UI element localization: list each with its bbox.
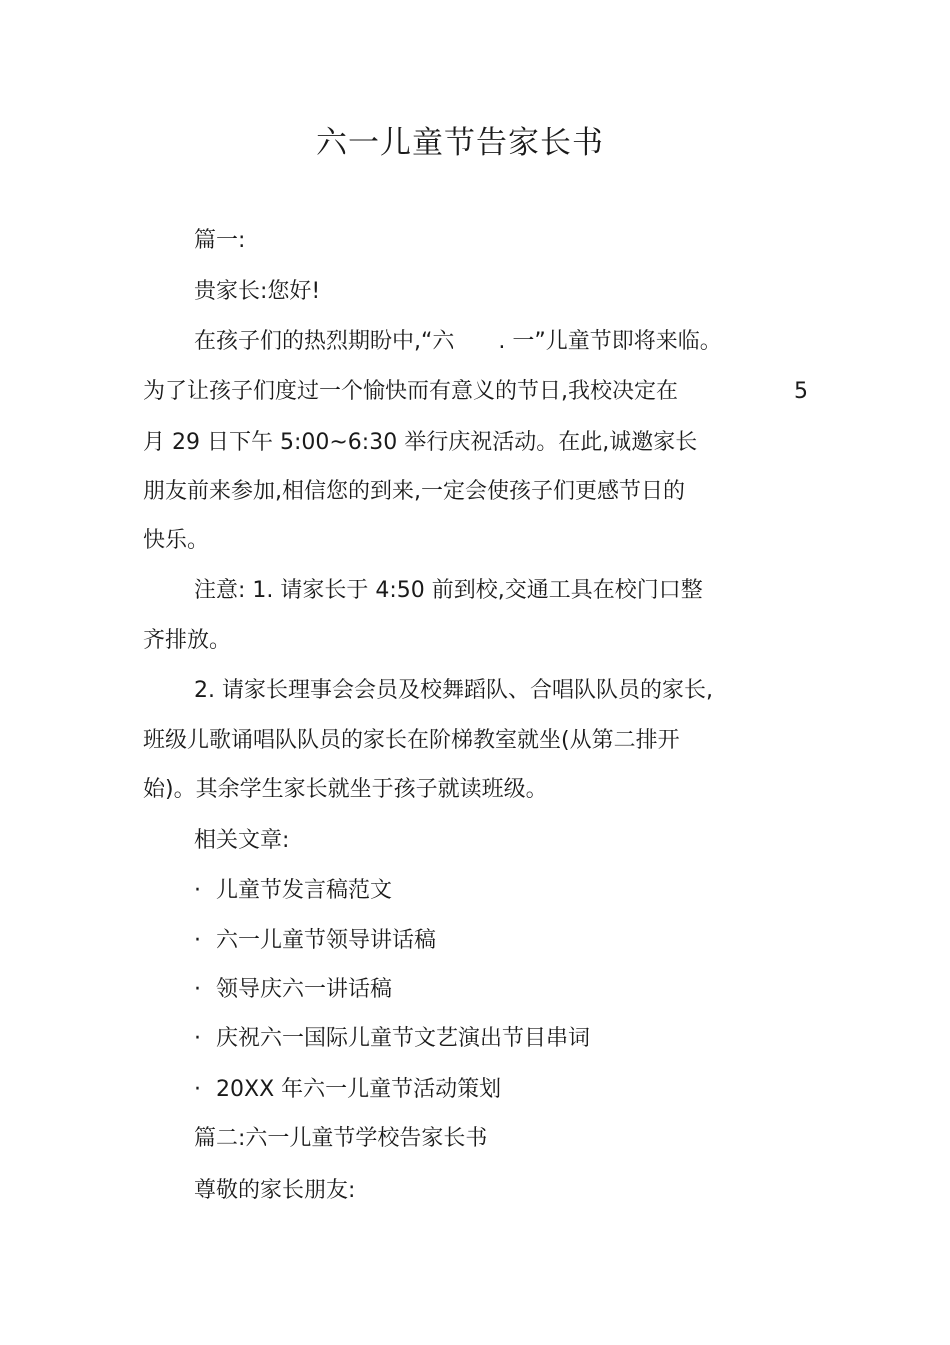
bullet-icon: · — [194, 878, 201, 903]
notice-line: 2. 请家长理事会会员及校舞蹈队、合唱队队员的家长, — [194, 678, 713, 703]
notice-line: 注意: 1. 请家长于 4:50 前到校,交通工具在校门口整 — [194, 578, 703, 603]
notice-line: 班级儿歌诵唱队队员的家长在阶梯教室就坐(从第二排开 — [143, 728, 680, 753]
bullet-icon: · — [194, 928, 201, 953]
paragraph-number: 5 — [794, 379, 808, 404]
section2-heading: 篇二:六一儿童节学校告家长书 — [194, 1126, 488, 1151]
related-link-label: 儿童节发言稿范文 — [216, 878, 393, 903]
section1-heading: 篇一: — [194, 228, 246, 253]
related-link[interactable] — [194, 1075, 501, 1105]
related-heading: 相关文章: — [194, 828, 290, 853]
paragraph-line: 为了让孩子们度过一个愉快而有意义的节日,我校决定在 — [143, 379, 678, 404]
notice-line: 始)。其余学生家长就坐于孩子就读班级。 — [143, 777, 548, 802]
related-link-label: 领导庆六一讲话稿 — [216, 977, 393, 1002]
related-link[interactable] — [194, 876, 392, 906]
bullet-icon: · — [194, 1026, 201, 1051]
paragraph-line: 在孩子们的热烈期盼中,“六 . 一”儿童节即将来临。 — [194, 329, 722, 354]
bullet-icon: · — [194, 977, 201, 1002]
paragraph-line: 月 29 日下午 5:00~6:30 举行庆祝活动。在此,诚邀家长 — [143, 430, 698, 455]
related-link[interactable] — [194, 975, 392, 1005]
related-link-label: 六一儿童节领导讲话稿 — [216, 928, 437, 953]
related-link[interactable] — [194, 926, 436, 956]
paragraph-line: 快乐。 — [143, 528, 210, 553]
notice-line: 齐排放。 — [143, 628, 232, 653]
salutation: 贵家长:您好! — [194, 279, 321, 304]
bullet-icon: · — [194, 1077, 201, 1102]
related-link[interactable] — [194, 1024, 590, 1054]
paragraph-line: 朋友前来参加,相信您的到来,一定会使孩子们更感节日的 — [143, 479, 685, 504]
related-link-label: 庆祝六一国际儿童节文艺演出节目串词 — [216, 1026, 591, 1051]
related-link-label: 20XX 年六一儿童节活动策划 — [216, 1077, 502, 1102]
section2-greeting: 尊敬的家长朋友: — [194, 1178, 356, 1203]
page-title: 六一儿童节告家长书 — [316, 125, 604, 161]
